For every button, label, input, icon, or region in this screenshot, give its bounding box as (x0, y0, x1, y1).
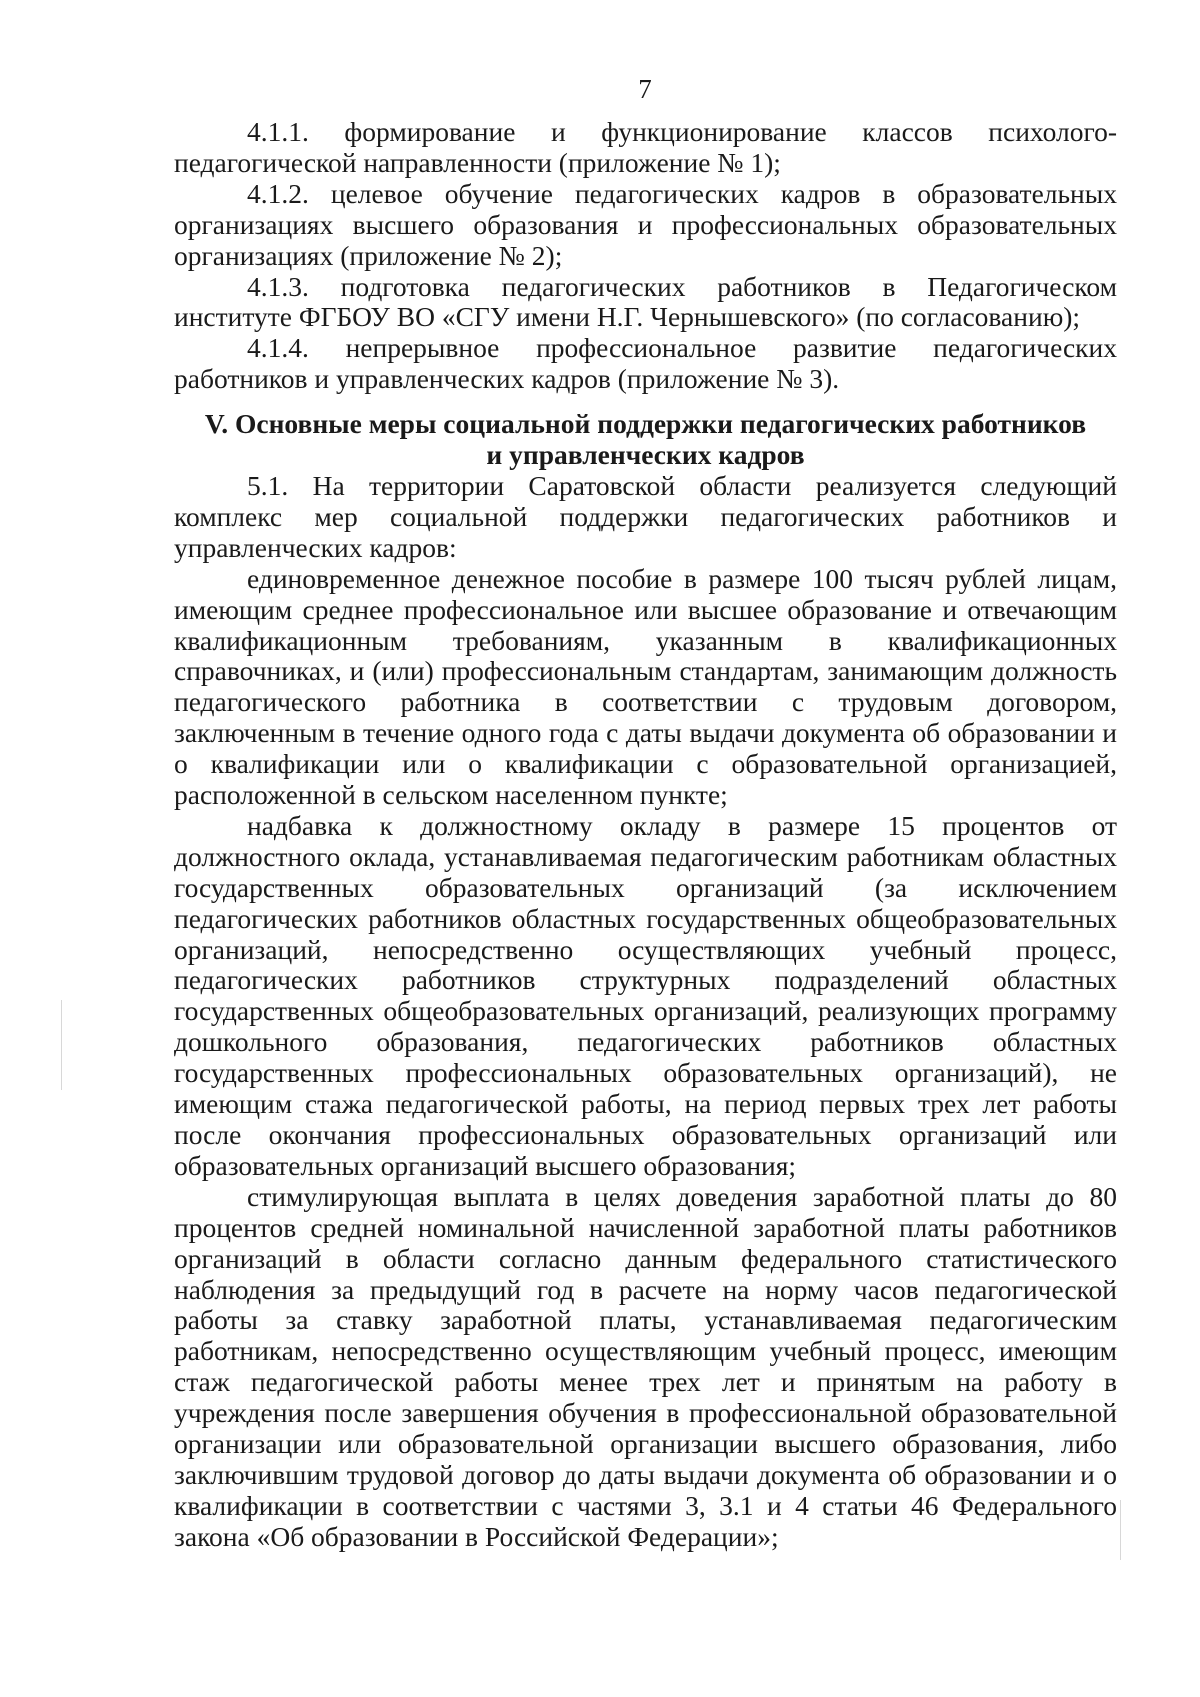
scan-margin-line-right (1120, 1500, 1121, 1560)
section-v-heading (174, 409, 1117, 471)
paragraph-5-1: 5.1. На территории Саратовской области реализуется следующий комплекс мер социальной поддержки педагогических работников и управленческих кадров: (174, 469, 1117, 563)
section-heading-line-2: и управленческих кадров (486, 439, 805, 471)
item-4-1-2: 4.1.2. целевое обучение педагогических кадров в образовательных организациях высшего образования и профессиональных образовательных организациях (приложение № 2); (174, 177, 1117, 271)
paragraph-salary-bonus: надбавка к должностному окладу в размере 15 процентов от должностного оклада, устанавливаемая педагогическим работникам областных государственных образовательных организаций (за исключением педагогических работников областных государственных общеобразовательных организаций, непосредственно осуществляющих учебный процесс, педагогических работников структурных подразделений областных государственных общеобразовательных организаций, реализующих программу дошкольного образования, педагогических работников областных государственных профессиональных образовательных организаций), не имеющим стажа педагогической работы, на период первых трех лет работы после окончания профессиональных образовательных организаций или образовательных организаций высшего образования; (174, 809, 1117, 1181)
document-body (174, 117, 1117, 1553)
item-4-1-4: 4.1.4. непрерывное профессиональное развитие педагогических работников и управленческих кадров (приложение № 3). (174, 332, 1117, 395)
paragraph-lump-sum-allowance: единовременное денежное пособие в размере 100 тысяч рублей лицам, имеющим среднее профессиональное или высшее образование и отвечающим квалификационным требованиям, указанным в квалификационных справочниках, и (или) профессиональным стандартам, занимающим должность педагогического работника в соответствии с трудовым договором, заключенным в течение одного года с даты выдачи документа об образовании и о квалификации или о квалификации с образовательной организацией, расположенной в сельском населенном пункте; (174, 562, 1117, 811)
page-number: 7 (638, 74, 652, 104)
item-4-1-3: 4.1.3. подготовка педагогических работников в Педагогическом институте ФГБОУ ВО «СГУ имени Н.Г. Чернышевского» (по согласованию); (174, 270, 1117, 333)
section-heading-line-1: V. Основные меры социальной поддержки педагогических работников (204, 408, 1087, 440)
scan-margin-line-left (61, 1000, 62, 1090)
paragraph-incentive-payment: стимулирующая выплата в целях доведения заработной платы до 80 процентов средней номинальной начисленной заработной платы работников организаций в области согласно данным федерального статистического наблюдения за предыдущий год в расчете на норму часов педагогической работы за ставку заработной платы, устанавливаемая педагогическим работникам, непосредственно осуществляющим учебный процесс, имеющим стаж педагогической работы менее трех лет и принятым на работу в учреждения после завершения обучения в профессиональной образовательной организации или образовательной организации высшего образования, либо заключившим трудовой договор до даты выдачи документа об образовании и о квалификации в соответствии с частями 3, 3.1 и 4 статьи 46 Федерального закона «Об образовании в Российской Федерации»; (174, 1180, 1117, 1552)
item-4-1-1: 4.1.1. формирование и функционирование классов психолого-педагогической направленности (приложение № 1); (174, 116, 1117, 178)
